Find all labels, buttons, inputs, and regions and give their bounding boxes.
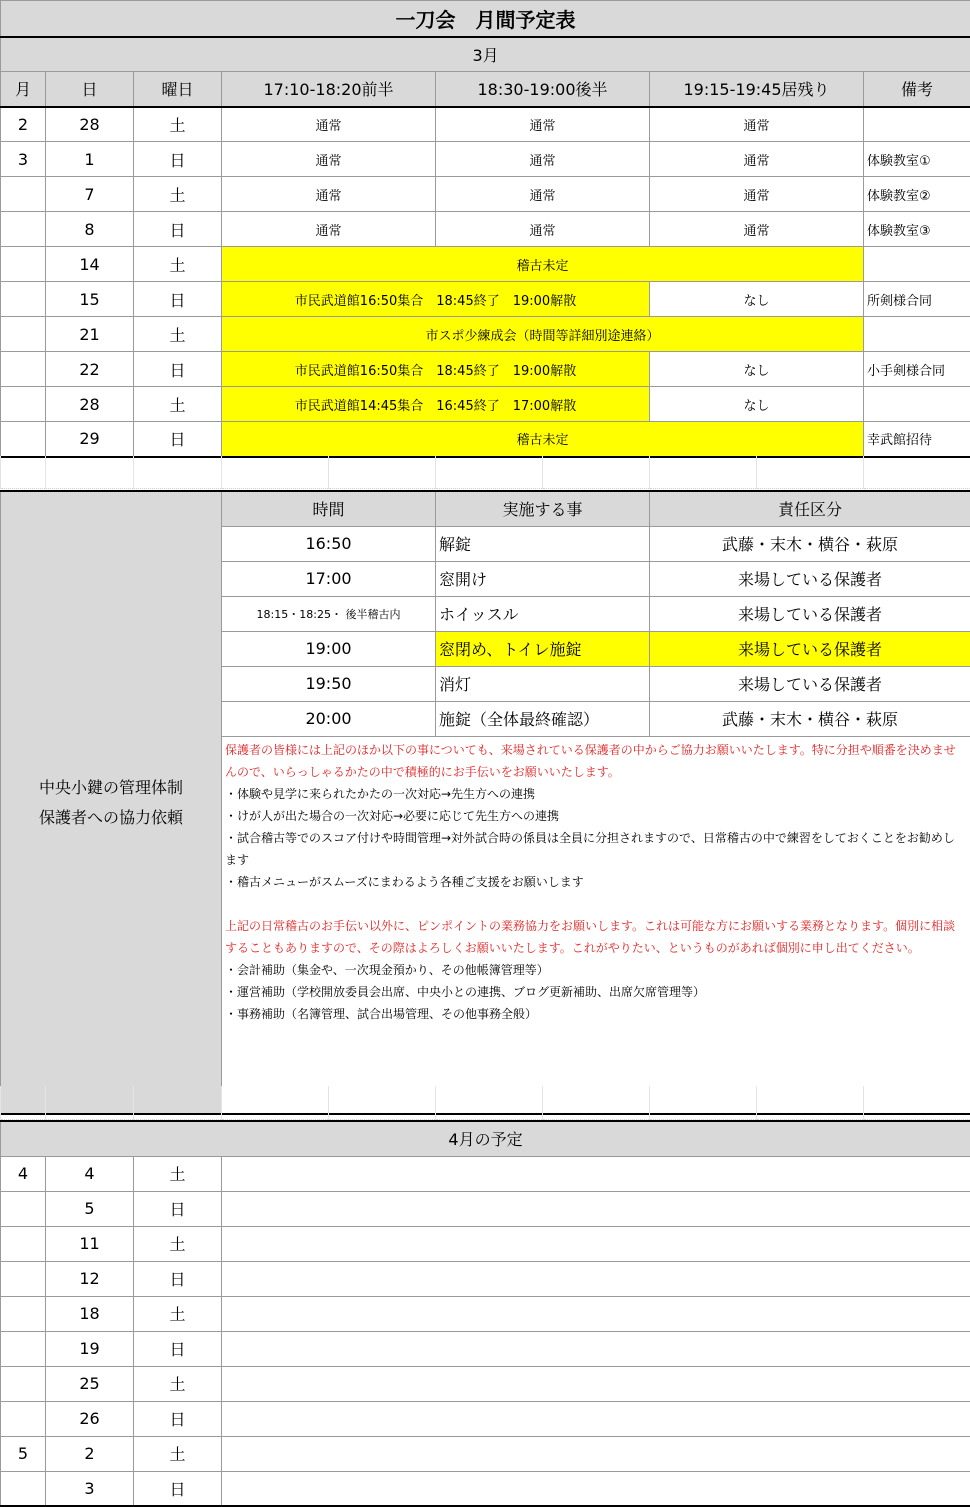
table-row bbox=[1, 1401, 970, 1436]
cell-day: 25 bbox=[46, 1366, 134, 1401]
cell-first-half: 通常 bbox=[222, 212, 436, 247]
cell-remarks bbox=[864, 107, 970, 142]
cell-weekday: 日 bbox=[134, 1191, 222, 1226]
cell-task: 窓閉め、トイレ施錠 bbox=[436, 631, 650, 666]
cell-weekday: 土 bbox=[134, 1296, 222, 1331]
management-label-line1: 中央小鍵の管理体制 bbox=[1, 773, 221, 803]
cell-weekday: 日 bbox=[134, 142, 222, 177]
cell-weekday: 土 bbox=[134, 1366, 222, 1401]
cell-weekday: 日 bbox=[134, 422, 222, 457]
col-header-time: 時間 bbox=[222, 491, 436, 526]
table-row bbox=[1, 1226, 970, 1261]
cell-plan bbox=[222, 1471, 970, 1506]
april-schedule-table bbox=[0, 1120, 970, 1507]
cell-weekday: 土 bbox=[134, 107, 222, 142]
cell-responsibility: 来場している保護者 bbox=[650, 596, 970, 631]
table-row bbox=[1, 1296, 970, 1331]
cell-weekday: 土 bbox=[134, 177, 222, 212]
note-item: ・事務補助（名簿管理、試合出場管理、その他事務全般） bbox=[225, 1003, 966, 1025]
cell-remarks bbox=[864, 247, 970, 282]
cell-weekday: 日 bbox=[134, 1331, 222, 1366]
cell-remarks: 幸武館招待 bbox=[864, 422, 970, 457]
cell-month: 4 bbox=[1, 1156, 46, 1191]
cell-month bbox=[1, 177, 46, 212]
cell-weekday: 日 bbox=[134, 1471, 222, 1506]
table-row bbox=[1, 282, 970, 317]
cell-remarks: 体験教室① bbox=[864, 142, 970, 177]
cell-day: 1 bbox=[46, 142, 134, 177]
table-row bbox=[1, 352, 970, 387]
cell-plan bbox=[222, 1331, 970, 1366]
col-header-month: 月 bbox=[1, 72, 46, 107]
cell-weekday: 日 bbox=[134, 212, 222, 247]
cell-weekday: 土 bbox=[134, 1436, 222, 1471]
cell-weekday: 日 bbox=[134, 352, 222, 387]
table-row bbox=[1, 1366, 970, 1401]
march-schedule-table bbox=[0, 0, 970, 458]
management-label bbox=[1, 491, 222, 1114]
cell-stay: 通常 bbox=[650, 142, 864, 177]
col-header-task: 実施する事 bbox=[436, 491, 650, 526]
table-row bbox=[1, 1156, 970, 1191]
spacer-grid bbox=[0, 456, 970, 489]
cell-second-half: 通常 bbox=[436, 142, 650, 177]
spacer-grid bbox=[0, 1086, 970, 1120]
cell-month bbox=[1, 212, 46, 247]
month-header: 3月 bbox=[1, 37, 970, 72]
note-item: ・体験や見学に来られたかたの一次対応→先生方への連携 bbox=[225, 783, 966, 805]
cell-day: 14 bbox=[46, 247, 134, 282]
cell-plan bbox=[222, 1226, 970, 1261]
cell-plan bbox=[222, 1436, 970, 1471]
cell-second-half: 通常 bbox=[436, 107, 650, 142]
cell-month bbox=[1, 1401, 46, 1436]
cell-day: 19 bbox=[46, 1331, 134, 1366]
cell-month bbox=[1, 1296, 46, 1331]
cell-task: ホイッスル bbox=[436, 596, 650, 631]
cell-first-half: 通常 bbox=[222, 177, 436, 212]
cell-month bbox=[1, 317, 46, 352]
cell-merged-schedule: 市民武道館14:45集合 16:45終了 17:00解散 bbox=[222, 387, 650, 422]
cell-day: 2 bbox=[46, 1436, 134, 1471]
cell-month bbox=[1, 1331, 46, 1366]
note-item: ・稽古メニューがスムーズにまわるよう各種ご支援をお願いします bbox=[225, 871, 966, 893]
cell-month bbox=[1, 422, 46, 457]
col-header-responsibility: 責任区分 bbox=[650, 491, 970, 526]
cell-task: 消灯 bbox=[436, 666, 650, 701]
col-header-first-half: 17:10-18:20前半 bbox=[222, 72, 436, 107]
cell-month bbox=[1, 247, 46, 282]
table-row bbox=[1, 247, 970, 282]
table-row bbox=[1, 422, 970, 457]
table-row bbox=[1, 1331, 970, 1366]
note-item: ・運営補助（学校開放委員会出席、中央小との連携、ブログ更新補助、出席欠席管理等） bbox=[225, 981, 966, 1003]
cell-day: 12 bbox=[46, 1261, 134, 1296]
cell-day: 28 bbox=[46, 107, 134, 142]
cell-month: 5 bbox=[1, 1436, 46, 1471]
cell-remarks bbox=[864, 387, 970, 422]
cell-plan bbox=[222, 1401, 970, 1436]
cell-time: 20:00 bbox=[222, 701, 436, 736]
cell-first-half: 通常 bbox=[222, 142, 436, 177]
cell-month bbox=[1, 1471, 46, 1506]
cell-month bbox=[1, 387, 46, 422]
cooperation-notes bbox=[222, 736, 970, 1114]
cell-time: 16:50 bbox=[222, 526, 436, 561]
cell-responsibility: 来場している保護者 bbox=[650, 561, 970, 596]
table-row bbox=[1, 212, 970, 247]
col-header-day: 日 bbox=[46, 72, 134, 107]
table-row bbox=[1, 1436, 970, 1471]
table-row bbox=[1, 1471, 970, 1506]
april-header: 4月の予定 bbox=[1, 1121, 970, 1156]
note-red-intro: 保護者の皆様には上記のほか以下の事についても、来場されている保護者の中からご協力お願いいたします。特に分担や順番を決めませんので、いらっしゃるかたの中で積極的にお手伝いをお願いいたします。 bbox=[225, 739, 966, 783]
cell-weekday: 日 bbox=[134, 1401, 222, 1436]
cell-stay: なし bbox=[650, 387, 864, 422]
cell-time: 19:00 bbox=[222, 631, 436, 666]
cell-plan bbox=[222, 1261, 970, 1296]
cell-responsibility: 武藤・末木・横谷・萩原 bbox=[650, 701, 970, 736]
cell-task: 施錠（全体最終確認） bbox=[436, 701, 650, 736]
cell-day: 28 bbox=[46, 387, 134, 422]
cell-stay: 通常 bbox=[650, 107, 864, 142]
cell-day: 18 bbox=[46, 1296, 134, 1331]
cell-day: 11 bbox=[46, 1226, 134, 1261]
table-row bbox=[1, 107, 970, 142]
table-row bbox=[1, 317, 970, 352]
cell-day: 22 bbox=[46, 352, 134, 387]
cell-day: 3 bbox=[46, 1471, 134, 1506]
cell-stay: 通常 bbox=[650, 212, 864, 247]
cell-merged-schedule: 稽古未定 bbox=[222, 247, 864, 282]
cell-time: 17:00 bbox=[222, 561, 436, 596]
cell-responsibility: 来場している保護者 bbox=[650, 631, 970, 666]
cell-day: 7 bbox=[46, 177, 134, 212]
cell-month bbox=[1, 1191, 46, 1226]
col-header-weekday: 曜日 bbox=[134, 72, 222, 107]
table-row bbox=[1, 142, 970, 177]
cell-remarks: 体験教室② bbox=[864, 177, 970, 212]
note-item: ・けが人が出た場合の一次対応→必要に応じて先生方への連携 bbox=[225, 805, 966, 827]
cell-day: 5 bbox=[46, 1191, 134, 1226]
cell-first-half: 通常 bbox=[222, 107, 436, 142]
cell-remarks bbox=[864, 317, 970, 352]
cell-stay: なし bbox=[650, 352, 864, 387]
cell-day: 29 bbox=[46, 422, 134, 457]
cell-month bbox=[1, 352, 46, 387]
cell-day: 26 bbox=[46, 1401, 134, 1436]
cell-month bbox=[1, 1366, 46, 1401]
cell-plan bbox=[222, 1366, 970, 1401]
cell-remarks: 所剣様合同 bbox=[864, 282, 970, 317]
cell-day: 15 bbox=[46, 282, 134, 317]
cell-merged-schedule: 稽古未定 bbox=[222, 422, 864, 457]
cell-merged-schedule: 市民武道館16:50集合 18:45終了 19:00解散 bbox=[222, 352, 650, 387]
cell-remarks: 小手剣様合同 bbox=[864, 352, 970, 387]
cell-day: 21 bbox=[46, 317, 134, 352]
note-red-extra: 上記の日常稽古のお手伝い以外に、ピンポイントの業務協力をお願いします。これは可能な方にお願いする業務となります。個別に相談することもありますので、その際はよろしくお願いいたします。これがやりたい、というものがあれば個別に申し出てください。 bbox=[225, 915, 966, 959]
cell-weekday: 土 bbox=[134, 317, 222, 352]
cell-second-half: 通常 bbox=[436, 177, 650, 212]
cell-month bbox=[1, 282, 46, 317]
col-header-remarks: 備考 bbox=[864, 72, 970, 107]
cell-month: 3 bbox=[1, 142, 46, 177]
table-row bbox=[1, 177, 970, 212]
cell-plan bbox=[222, 1156, 970, 1191]
cell-responsibility: 武藤・末木・横谷・萩原 bbox=[650, 526, 970, 561]
cell-second-half: 通常 bbox=[436, 212, 650, 247]
cell-weekday: 日 bbox=[134, 1261, 222, 1296]
cell-month bbox=[1, 1261, 46, 1296]
table-row bbox=[1, 1191, 970, 1226]
cell-task: 解錠 bbox=[436, 526, 650, 561]
cell-day: 4 bbox=[46, 1156, 134, 1191]
cell-weekday: 土 bbox=[134, 387, 222, 422]
cell-task: 窓開け bbox=[436, 561, 650, 596]
cell-plan bbox=[222, 1296, 970, 1331]
cell-month: 2 bbox=[1, 107, 46, 142]
cell-merged-schedule: 市スポ少練成会（時間等詳細別途連絡） bbox=[222, 317, 864, 352]
cell-stay: 通常 bbox=[650, 177, 864, 212]
cell-plan bbox=[222, 1191, 970, 1226]
cell-month bbox=[1, 1226, 46, 1261]
col-header-stay: 19:15-19:45居残り bbox=[650, 72, 864, 107]
note-item: ・会計補助（集金や、一次現金預かり、その他帳簿管理等） bbox=[225, 959, 966, 981]
col-header-second-half: 18:30-19:00後半 bbox=[436, 72, 650, 107]
key-management-table bbox=[0, 490, 970, 1115]
cell-remarks: 体験教室③ bbox=[864, 212, 970, 247]
table-row bbox=[1, 1261, 970, 1296]
cell-day: 8 bbox=[46, 212, 134, 247]
page-title: 一刀会 月間予定表 bbox=[1, 1, 970, 37]
cell-stay: なし bbox=[650, 282, 864, 317]
cell-time: 18:15・18:25・ 後半稽古内 bbox=[222, 596, 436, 631]
management-label-line2: 保護者への協力依頼 bbox=[1, 803, 221, 833]
cell-weekday: 土 bbox=[134, 1226, 222, 1261]
cell-weekday: 日 bbox=[134, 282, 222, 317]
cell-responsibility: 来場している保護者 bbox=[650, 666, 970, 701]
note-item: ・試合稽古等でのスコア付けや時間管理→対外試合時の係員は全員に分担されますので、日常稽古の中で練習をしておくことをお勧めします bbox=[225, 827, 966, 871]
cell-weekday: 土 bbox=[134, 1156, 222, 1191]
cell-time: 19:50 bbox=[222, 666, 436, 701]
cell-merged-schedule: 市民武道館16:50集合 18:45終了 19:00解散 bbox=[222, 282, 650, 317]
cell-weekday: 土 bbox=[134, 247, 222, 282]
table-row bbox=[1, 387, 970, 422]
